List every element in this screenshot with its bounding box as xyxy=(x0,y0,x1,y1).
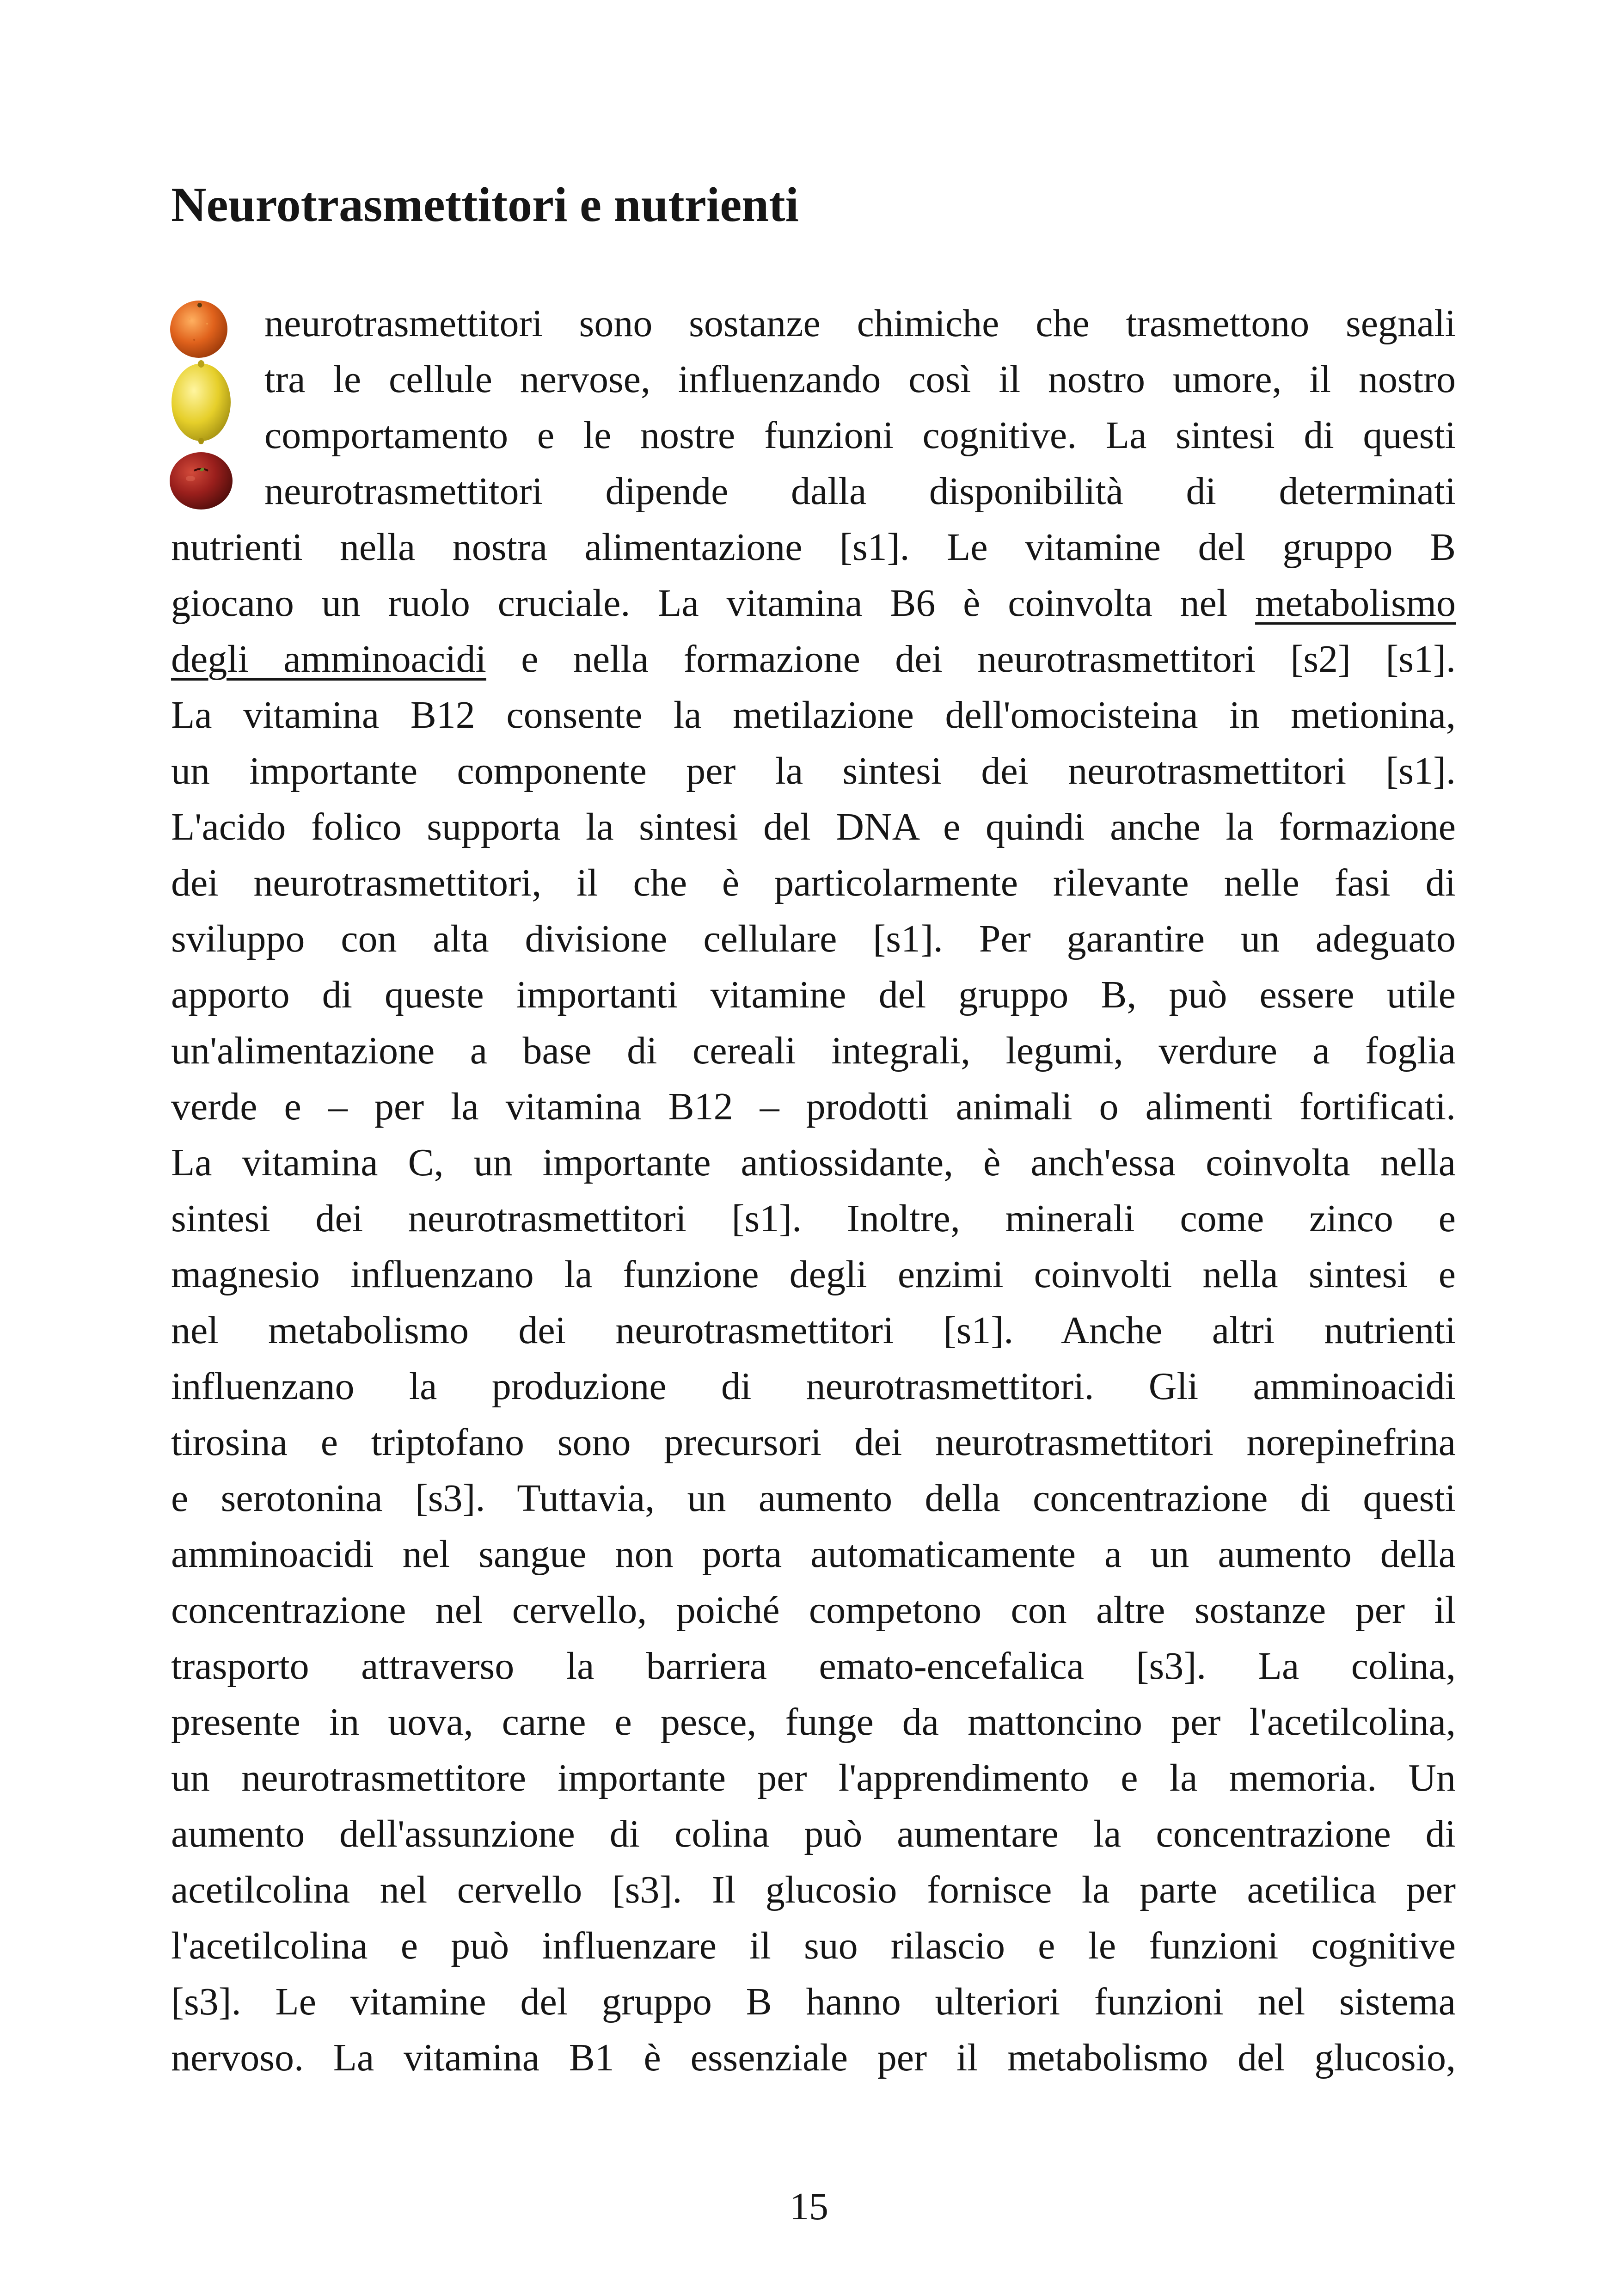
text-line: un importante componente per la sintesi dei neurotrasmettitori [s1]. xyxy=(171,749,1456,792)
text-line: concentrazione nel cervello, poiché competono con altre sostanze per il xyxy=(171,1589,1456,1632)
text-line: e serotonina [s3]. Tuttavia, un aumento della concentrazione di questi xyxy=(171,1477,1456,1520)
text-line: l'acetilcolina e può influenzare il suo rilascio e le funzioni cognitive xyxy=(171,1924,1456,1967)
text-line: comportamento e le nostre funzioni cognitive. La sintesi di questi xyxy=(264,414,1456,457)
text-line: magnesio influenzano la funzione degli enzimi coinvolti nella sintesi e xyxy=(171,1253,1456,1296)
text-line: acetilcolina nel cervello [s3]. Il glucosio fornisce la parte acetilica per xyxy=(171,1868,1456,1911)
text-line: dei neurotrasmettitori, il che è particolarmente rilevante nelle fasi di xyxy=(171,861,1456,904)
text-line: tra le cellule nervose, influenzando così il nostro umore, il nostro xyxy=(264,358,1456,401)
text-line: nervoso. La vitamina B1 è essenziale per il metabolismo del glucosio, xyxy=(171,2036,1456,2079)
text-line: [s3]. Le vitamine del gruppo B hanno ulteriori funzioni nel sistema xyxy=(171,1980,1456,2023)
text-line xyxy=(171,576,1456,631)
text-line: un neurotrasmettitore importante per l'apprendimento e la memoria. Un xyxy=(171,1756,1456,1799)
underlined-term: degli amminoacidi xyxy=(171,638,486,681)
text-line: neurotrasmettitori dipende dalla disponibilità di determinati xyxy=(264,470,1456,513)
text-line: verde e – per la vitamina B12 – prodotti animali o alimenti fortificati. xyxy=(171,1085,1456,1128)
text-line: sintesi dei neurotrasmettitori [s1]. Inoltre, minerali come zinco e xyxy=(171,1197,1456,1240)
text-line: L'acido folico supporta la sintesi del DNA e quindi anche la formazione xyxy=(171,805,1456,848)
page-number: 15 xyxy=(790,2185,828,2228)
text-line: La vitamina C, un importante antiossidante, è anch'essa coinvolta nella xyxy=(171,1141,1456,1184)
text-line xyxy=(171,632,1456,687)
text-line: amminoacidi nel sangue non porta automaticamente a un aumento della xyxy=(171,1533,1456,1576)
text-line: tirosina e triptofano sono precursori dei neurotrasmettitori norepinefrina xyxy=(171,1421,1456,1464)
text-line: un'alimentazione a base di cereali integrali, legumi, verdure a foglia xyxy=(171,1029,1456,1072)
underlined-term: metabolismo xyxy=(1255,582,1456,625)
text-segment: giocano un ruolo cruciale. La vitamina B6 è coinvolta nel xyxy=(171,582,1228,625)
text-segment: e nella formazione dei neurotrasmettitori [s2] [s1]. xyxy=(521,638,1456,681)
text-line: presente in uova, carne e pesce, funge da mattoncino per l'acetilcolina, xyxy=(171,1701,1456,1743)
text-line: apporto di queste importanti vitamine del gruppo B, può essere utile xyxy=(171,973,1456,1016)
text-line: aumento dell'assunzione di colina può aumentare la concentrazione di xyxy=(171,1812,1456,1855)
text-line: trasporto attraverso la barriera emato-encefalica [s3]. La colina, xyxy=(171,1645,1456,1688)
text-line: La vitamina B12 consente la metilazione dell'omocisteina in metionina, xyxy=(171,694,1456,737)
text-line: nel metabolismo dei neurotrasmettitori [s1]. Anche altri nutrienti xyxy=(171,1309,1456,1352)
text-line: influenzano la produzione di neurotrasmettitori. Gli amminoacidi xyxy=(171,1365,1456,1408)
section-heading: Neurotrasmettitori e nutrienti xyxy=(171,178,799,232)
text-line: nutrienti nella nostra alimentazione [s1]. Le vitamine del gruppo B xyxy=(171,526,1456,569)
text-line: neurotrasmettitori sono sostanze chimiche che trasmettono segnali xyxy=(264,302,1456,345)
text-line: sviluppo con alta divisione cellulare [s1]. Per garantire un adeguato xyxy=(171,917,1456,960)
